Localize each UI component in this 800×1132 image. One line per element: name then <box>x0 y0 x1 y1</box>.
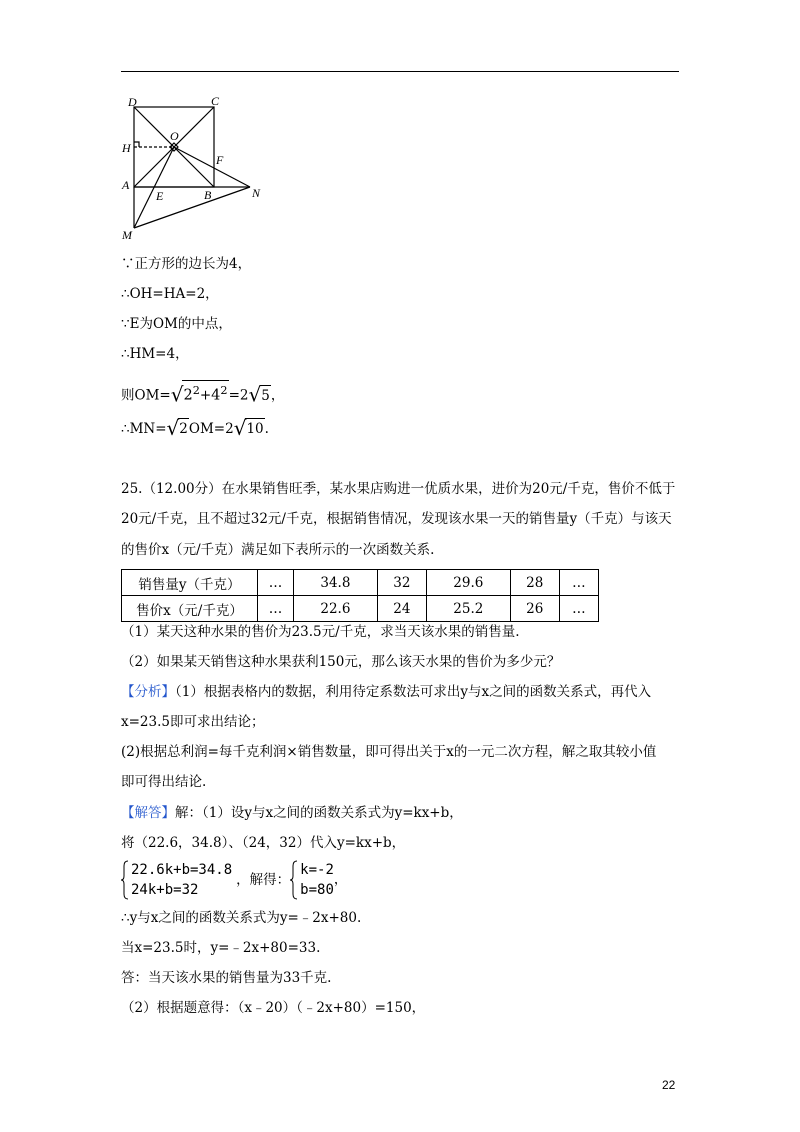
label-h: H <box>122 141 131 155</box>
label-n: N <box>252 186 261 200</box>
table-cell: … <box>559 570 598 596</box>
answer-line-4: 当x=23.5时，y=﹣2x+80=33. <box>121 940 321 956</box>
label-f: F <box>216 153 224 167</box>
table-row <box>122 570 599 596</box>
right-angle-mark <box>134 142 139 147</box>
table-cell: … <box>559 596 598 622</box>
equation-system-2: k=-2 b=80 <box>290 860 334 900</box>
analysis-tag: 【分析】 <box>121 684 175 700</box>
data-table <box>121 569 599 622</box>
solution-line-1: ∵正方形的边长为4， <box>121 256 252 272</box>
question-1: （1）某天这种水果的售价为23.5元/千克，求当天该水果的销售量. <box>121 624 520 640</box>
solution-line-2: ∴OH=HA=2， <box>121 286 219 302</box>
answer-line-6: （2）根据题意得：（x﹣20）（﹣2x+80）=150， <box>121 1000 426 1016</box>
analysis-line-2: x=23.5即可求出结论； <box>121 714 265 730</box>
label-a: A <box>122 178 130 192</box>
table-cell: … <box>258 596 294 622</box>
table-cell: 销售量y（千克） <box>122 570 258 596</box>
problem-line-2: 20元/千克，且不超过32元/千克，根据销售情况，发现该水果一天的销售量y（千克）与该天 <box>121 511 672 527</box>
answer-line-3: ∴y与x之间的函数关系式为y=﹣2x+80. <box>121 910 362 926</box>
segment-on <box>174 147 250 187</box>
solution-line-3: ∵E为OM的中点， <box>121 316 232 332</box>
label-d: D <box>128 95 137 109</box>
mn-formula: ∴MN=√2OM=2√10. <box>121 416 269 440</box>
table-cell: … <box>258 570 294 596</box>
label-c: C <box>211 94 220 108</box>
analysis-line-1: 【分析】（1）根据表格内的数据，利用待定系数法可求出y与x之间的函数关系式，再代入 <box>121 684 652 700</box>
table-row <box>122 596 599 622</box>
label-m: M <box>122 228 132 242</box>
solution-line-4: ∴HM=4， <box>121 346 189 362</box>
table-cell: 34.8 <box>294 570 378 596</box>
table-cell: 24 <box>377 596 426 622</box>
label-b: B <box>204 188 212 202</box>
answer-line-5: 答：当天该水果的销售量为33千克. <box>121 970 332 986</box>
analysis-line-3: (2)根据总利润=每千克利润×销售数量，即可得出关于x的一元二次方程，解之取其较小值 <box>121 744 657 760</box>
page-number: 22 <box>662 1078 676 1092</box>
table-cell: 26 <box>510 596 559 622</box>
question-2: （2）如果某天销售这种水果获利150元，那么该天水果的售价为多少元？ <box>121 654 561 670</box>
table-cell: 28 <box>510 570 559 596</box>
label-o: O <box>170 129 179 143</box>
geometry-figure <box>112 92 272 242</box>
table-cell: 22.6 <box>294 596 378 622</box>
problem-line-1: 25.（12.00分）在水果销售旺季，某水果店购进一优质水果，进价为20元/千克，售价不低于 <box>121 481 676 497</box>
om-formula: 则$OM=√2^2+4^2=2√5$， <box>121 380 284 406</box>
table-cell: 29.6 <box>426 570 510 596</box>
analysis-line-4: 即可得出结论. <box>121 774 207 790</box>
answer-line-2: 将（22.6，34.8）、（24，32）代入y=kx+b， <box>121 835 406 851</box>
header-rule <box>121 71 679 72</box>
answer-tag: 【解答】 <box>121 805 175 821</box>
table-cell: 售价x（元/千克） <box>122 596 258 622</box>
equation-system-1: 22.6k+b=34.8 24k+b=32 <box>121 860 232 900</box>
label-e: E <box>156 189 164 203</box>
problem-line-3: 的售价x（元/千克）满足如下表所示的一次函数关系. <box>121 542 435 558</box>
answer-line-1: 【解答】解：（1）设y与x之间的函数关系式为y=kx+b， <box>121 805 463 821</box>
table-cell: 25.2 <box>426 596 510 622</box>
table-cell: 32 <box>377 570 426 596</box>
equation-systems: 22.6k+b=34.8 24k+b=32 ，解得： k=-2 b=80 ， <box>121 860 347 900</box>
